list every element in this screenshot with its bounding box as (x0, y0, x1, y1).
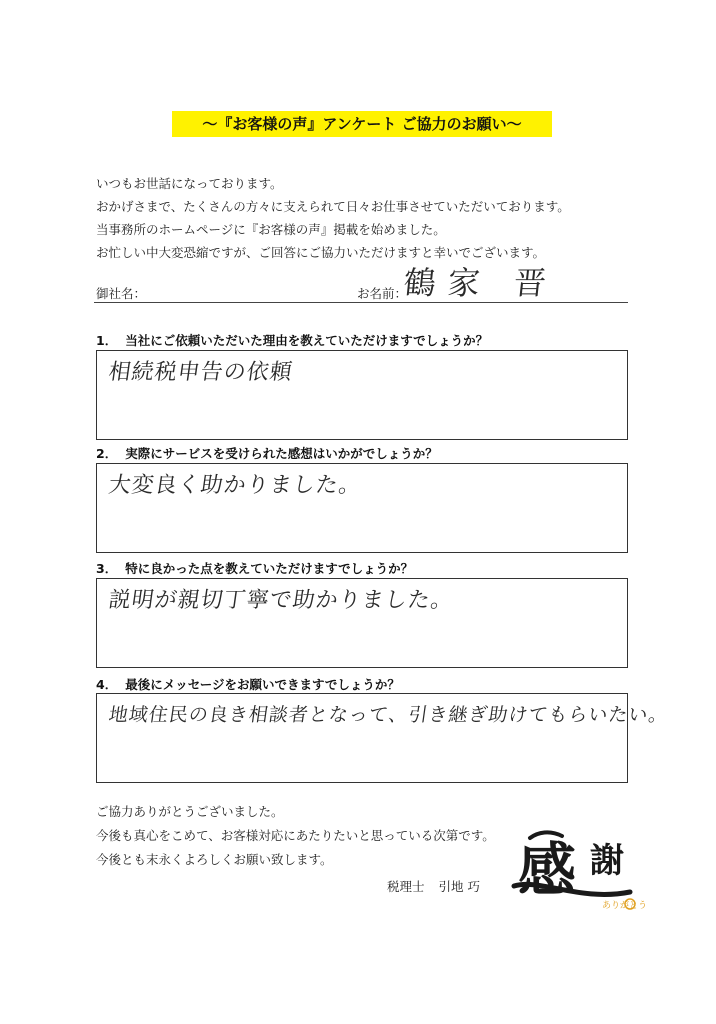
answer-box-4[interactable] (96, 693, 670, 783)
question-1 (96, 331, 488, 349)
question-number: 1． (96, 333, 118, 348)
intro-line: お忙しい中大変恐縮ですが、ご回答にご協力いただけますと幸いでございます。 (96, 245, 546, 260)
handwritten-answer: 地域住民の良き相談者となって、引き継ぎ助けてもらいたい。 (107, 704, 670, 726)
closing-line: 今後とも末永くよろしくお願い致します。 (96, 852, 333, 867)
handwritten-answer: 大変良く助かりました。 (106, 473, 364, 498)
handwritten-answer: 説明が親切丁寧で助かりました。 (106, 588, 456, 613)
signature (387, 877, 480, 895)
name-label: お名前： (357, 286, 408, 301)
handwritten-answer: 相続税申告の依頼 (106, 360, 295, 385)
stamp-main-char: 感 (518, 836, 577, 904)
question-number: 3． (96, 561, 118, 576)
intro-line: いつもお世話になっております。 (96, 176, 283, 191)
answer-box-3[interactable] (96, 578, 628, 668)
intro-paragraph (96, 172, 570, 264)
question-text: 実際にサービスを受けられた感想はいかがでしょうか？ (125, 446, 438, 461)
question-number: 2． (96, 446, 118, 461)
question-number: 4． (96, 677, 118, 692)
question-3 (96, 559, 413, 577)
answer-box-2[interactable] (96, 463, 628, 553)
question-text: 当社にご依頼いただいた理由を教えていただけますでしょうか？ (125, 333, 489, 348)
question-text: 特に良かった点を教えていただけますでしょうか？ (125, 561, 414, 576)
kansha-calligraphy-stamp (510, 828, 648, 914)
answer-box-1[interactable] (96, 350, 628, 440)
question-4 (96, 675, 400, 693)
closing-line: ご協力ありがとうございました。 (96, 804, 284, 819)
stamp-side-char: 謝 (590, 841, 624, 881)
name-underline (94, 301, 628, 303)
intro-line: おかげさまで、たくさんの方々に支えられて日々お仕事させていただいております。 (96, 199, 570, 214)
signature-name: 引地 巧 (438, 879, 480, 894)
question-2 (96, 444, 438, 462)
company-label: 御社名： (96, 286, 147, 301)
survey-title: 〜『お客様の声』アンケート ご協力のお願い〜 (172, 111, 552, 137)
closing-paragraph (96, 800, 495, 872)
closing-line: 今後も真心をこめて、お客様対応にあたりたいと思っている次第です。 (96, 828, 495, 843)
handwritten-name: 鶴家 晋 (401, 264, 560, 302)
signature-title: 税理士 (387, 879, 425, 894)
intro-line: 当事務所のホームページに『お客様の声』掲載を始めました。 (96, 222, 446, 237)
stamp-small-text: ありがとう (602, 901, 648, 911)
question-text: 最後にメッセージをお願いできますでしょうか？ (125, 677, 400, 692)
